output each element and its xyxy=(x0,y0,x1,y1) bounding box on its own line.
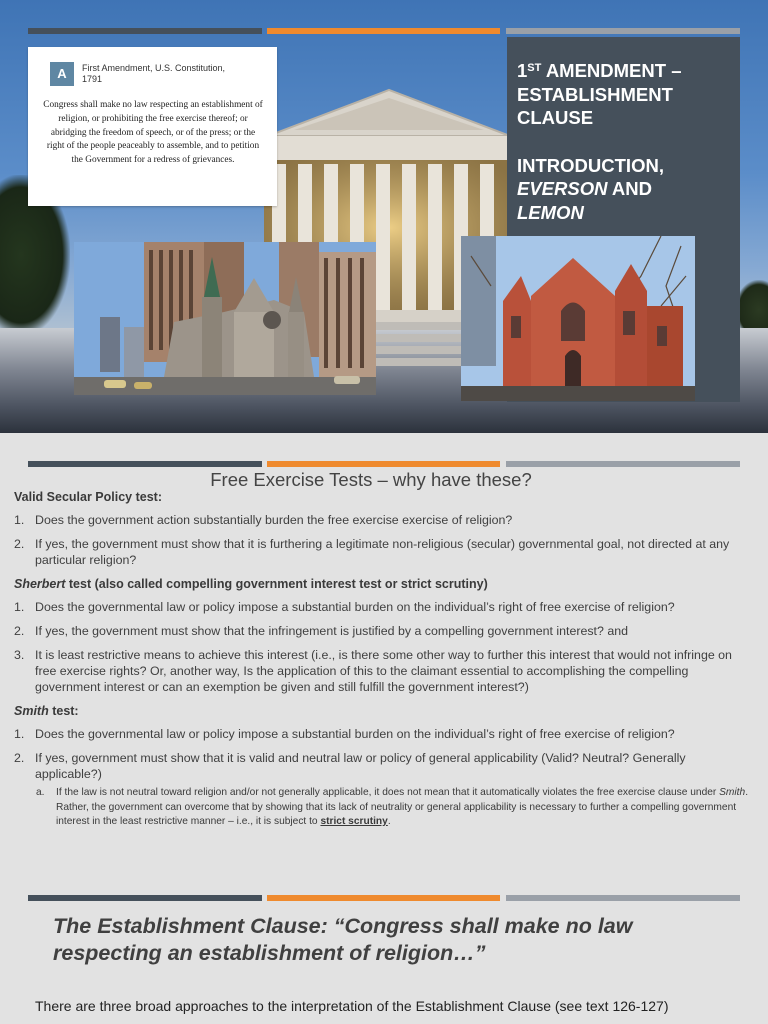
accent-bar-gray xyxy=(506,28,740,34)
title-line4: INTRODUCTION, xyxy=(517,154,664,176)
quote-source xyxy=(82,63,262,85)
list-item: 2. If yes, the government must show that the infringement is justified by a compelling government interest? and xyxy=(14,624,628,638)
title-line3: CLAUSE xyxy=(517,107,594,128)
first-amendment-quote-card xyxy=(28,47,277,206)
title-and: AND xyxy=(607,178,653,199)
establishment-clause-slide xyxy=(0,873,768,1024)
accent-bar-orange xyxy=(267,461,500,467)
list-item: 1. Does the governmental law or policy impose a substantial burden on the individual’s right of free exercise of religion? xyxy=(14,600,675,614)
establishment-clause-intro: There are three broad approaches to the interpretation of the Establishment Clause (see text 126-127) xyxy=(35,998,669,1014)
strict-scrutiny-link[interactable]: strict scrutiny xyxy=(320,816,388,827)
list-item: 2. If yes, government must show that it is valid and neutral law or policy of general applicability (Valid? Neutral? Generally applicable?) xyxy=(14,751,686,781)
smith-sub-item: a. If the law is not neutral toward religion and/or not generally applicable, it does not mean that it automatically violates the free exercise clause under Smith. Rather, the government can overcome that by showing that its lack of neutrality or general applicability is necessary to further a compelling government interest in the least restrictive manner – i.e., it is subject to strict scrutiny. xyxy=(36,787,749,827)
slide-title xyxy=(517,59,732,224)
source-badge: A xyxy=(50,62,74,86)
accent-bar-dark xyxy=(28,28,262,34)
accent-bar-dark xyxy=(28,461,262,467)
valid-secular-heading: Valid Secular Policy test: xyxy=(14,490,162,504)
free-exercise-body xyxy=(14,489,754,830)
accent-bar-orange xyxy=(267,28,500,34)
first-amendment-text: Congress shall make no law respecting an establishment of religion, or prohibiting the free exercise thereof; or abridging the freedom of speech, or of the press; or the right of the people peaceably to assemble, and to petition the Government for a redress of grievances. xyxy=(43,100,263,166)
list-item: 2. If yes, the government must show that it is furthering a legitimate non-religious (secular) governmental goal, not directed at any particular religion? xyxy=(14,537,730,567)
title-ordinal: 1 xyxy=(517,60,528,81)
establishment-clause-title: The Establishment Clause: “Congress shall make no law respecting an establishment of religion…” xyxy=(53,914,633,965)
quote-source-line1: First Amendment, U.S. Constitution, xyxy=(82,63,226,73)
list-item: 1. Does the government action substantially burden the free exercise exercise of religion? xyxy=(14,513,513,527)
title-lemon: LEMON xyxy=(517,201,584,223)
brick-church-photo xyxy=(461,236,695,401)
free-exercise-slide xyxy=(0,433,768,873)
list-item: 3. It is least restrictive means to achieve this interest (i.e., is there some other way to further this interest that would not infringe on free exercise rights? Or, another way, Is the application of this to the claimant essential to accomplishing the compelling government interest or can an exemption be given and still fulfill the government interest?) xyxy=(14,648,732,694)
accent-bar-dark xyxy=(28,895,262,901)
church-city-photo xyxy=(74,242,376,395)
smith-heading: Smith test: xyxy=(14,704,79,718)
title-line2: ESTABLISHMENT xyxy=(517,83,673,105)
title-everson: EVERSON xyxy=(517,178,608,199)
title-line1: AMENDMENT – xyxy=(541,60,682,81)
smith-list xyxy=(14,726,754,782)
title-ordinal-suffix: ST xyxy=(527,62,542,74)
list-item: 1. Does the governmental law or policy impose a substantial burden on the individual’s right of free exercise of religion? xyxy=(14,727,675,741)
title-slide xyxy=(0,0,768,433)
sherbert-list xyxy=(14,599,754,695)
free-exercise-title: Free Exercise Tests – why have these? xyxy=(210,469,532,490)
sherbert-heading: Sherbert test (also called compelling government interest test or strict scrutiny) xyxy=(14,577,488,591)
quote-source-line2: 1791 xyxy=(82,74,103,84)
accent-bar-gray xyxy=(506,895,740,901)
accent-bar-gray xyxy=(506,461,740,467)
valid-secular-list xyxy=(14,512,754,568)
accent-bar-orange xyxy=(267,895,500,901)
